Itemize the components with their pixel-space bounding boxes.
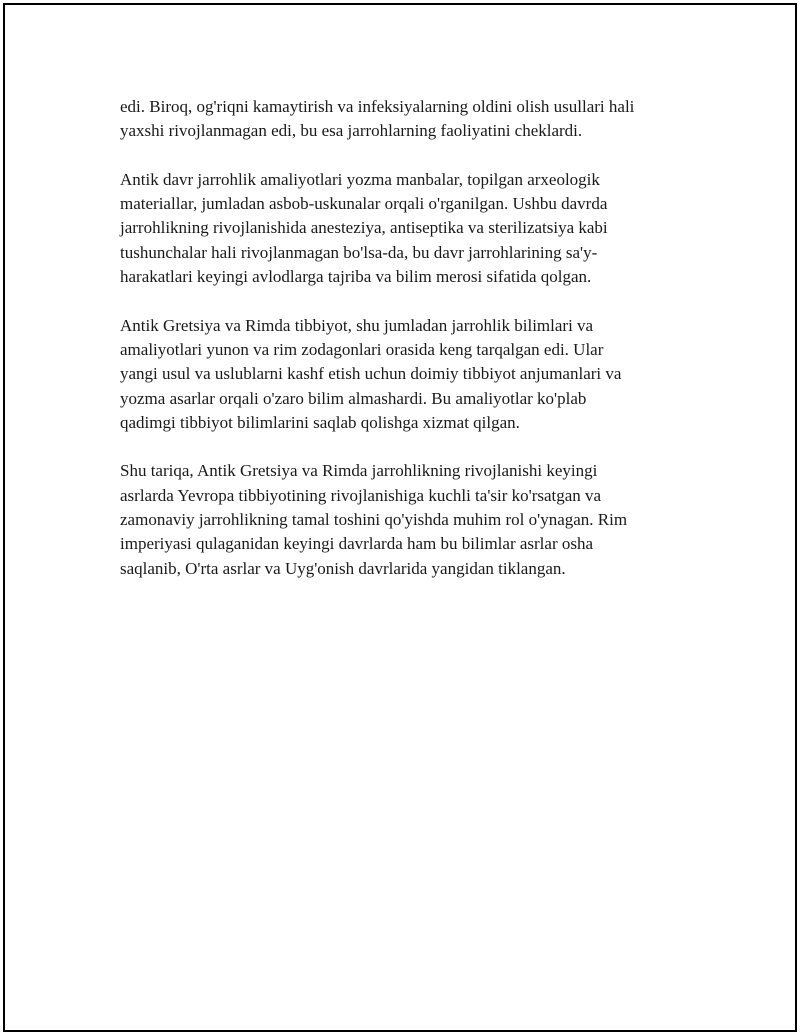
- text-line: yaxshi rivojlanmagan edi, bu esa jarrohlarning faoliyatini cheklardi.: [120, 121, 583, 141]
- text-line: yozma asarlar orqali o'zaro bilim almashardi. Bu amaliyotlar ko'plab: [120, 388, 587, 408]
- text-line: qadimgi tibbiyot bilimlarini saqlab qolishga xizmat qilgan.: [120, 412, 520, 432]
- text-line: tushunchalar hali rivojlanmagan bo'lsa-da, bu davr jarrohlarining sa'y-: [120, 242, 598, 262]
- text-line: saqlanib, O'rta asrlar va Uyg'onish davrlarida yangidan tiklangan.: [120, 558, 566, 578]
- text-line: harakatlari keyingi avlodlarga tajriba va bilim merosi sifatida qolgan.: [120, 267, 592, 287]
- document-page: [3, 3, 797, 1032]
- text-line: jarrohlikning rivojlanishida anesteziya, antiseptika va sterilizatsiya kabi: [120, 218, 608, 238]
- text-line: yangi usul va uslublarni kashf etish uchun doimiy tibbiyot anjumanlari va: [120, 364, 622, 384]
- text-line: Antik Gretsiya va Rimda tibbiyot, shu jumladan jarrohlik bilimlari va: [120, 315, 594, 335]
- text-line: amaliyotlari yunon va rim zodagonlari orasida keng tarqalgan edi. Ular: [120, 339, 604, 359]
- text-line: edi. Biroq, og'riqni kamaytirish va infeksiyalarning oldini olish usullari hali: [120, 97, 635, 116]
- text-line: Shu tariqa, Antik Gretsiya va Rimda jarrohlikning rivojlanishi keyingi: [120, 461, 598, 481]
- text-line: zamonaviy jarrohlikning tamal toshini qo'yishda muhim rol o'ynagan. Rim: [120, 510, 628, 530]
- text-line: Antik davr jarrohlik amaliyotlari yozma manbalar, topilgan arxeologik: [120, 169, 600, 189]
- paragraph-4: [120, 459, 690, 580]
- paragraph-1: [120, 95, 690, 144]
- paragraph-3: [120, 314, 690, 435]
- text-line: asrlarda Yevropa tibbiyotining rivojlanishiga kuchli ta'sir ko'rsatgan va: [120, 485, 602, 505]
- document-body: [120, 95, 690, 605]
- text-line: materiallar, jumladan asbob-uskunalar orqali o'rganilgan. Ushbu davrda: [120, 194, 608, 214]
- paragraph-2: [120, 168, 690, 289]
- text-line: imperiyasi qulaganidan keyingi davrlarda ham bu bilimlar asrlar osha: [120, 534, 594, 554]
